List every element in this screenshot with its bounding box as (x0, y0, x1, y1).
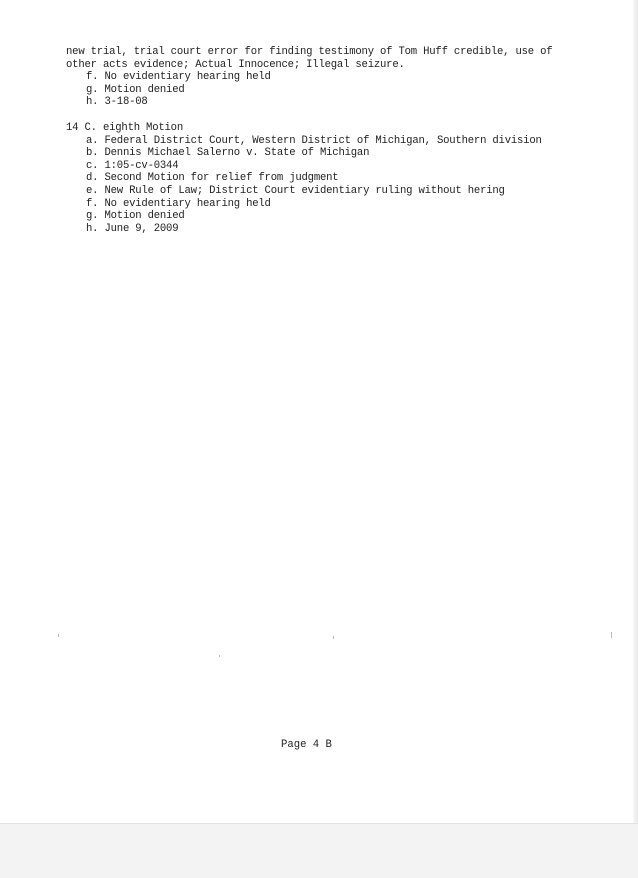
page-edge-shadow (633, 0, 638, 823)
prior-item-h: h. 3-18-08 (86, 96, 148, 109)
section-item-b: b. Dennis Michael Salerno v. State of Michigan (86, 147, 370, 160)
scan-speck (611, 632, 612, 638)
prior-item-g: g. Motion denied (86, 83, 185, 96)
section-item-h: h. June 9, 2009 (86, 222, 179, 235)
scan-speck (219, 655, 220, 657)
page-number-footer: Page 4 B (281, 739, 332, 751)
section-item-g: g. Motion denied (86, 210, 185, 223)
section-item-e: e. New Rule of Law; District Court evidentiary ruling without hering (86, 184, 505, 197)
scanner-bottom-margin (0, 823, 638, 878)
section-item-c: c. 1:05-cv-0344 (86, 159, 179, 172)
continuation-line-2: other acts evidence; Actual Innocence; Illegal seizure. (66, 58, 405, 71)
section-item-d: d. Second Motion for relief from judgment (86, 172, 339, 185)
section-heading: 14 C. eighth Motion (66, 121, 183, 134)
section-item-a: a. Federal District Court, Western District of Michigan, Southern division (86, 134, 542, 147)
scan-speck (333, 636, 334, 639)
document-body (66, 46, 626, 235)
prior-item-f: f. No evidentiary hearing held (86, 71, 271, 84)
section-item-f: f. No evidentiary hearing held (86, 197, 271, 210)
scan-speck (58, 634, 59, 637)
continuation-line-1: new trial, trial court error for finding testimony of Tom Huff credible, use of (66, 46, 553, 58)
paragraph-gap (66, 109, 626, 122)
